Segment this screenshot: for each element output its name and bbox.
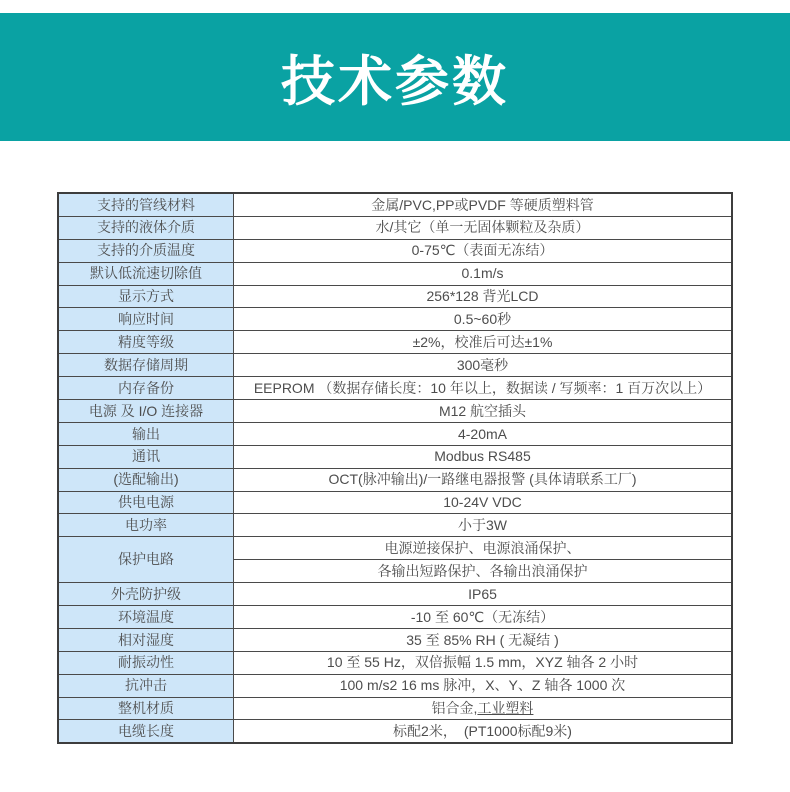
spec-value: Modbus RS485: [234, 445, 733, 468]
spec-label: 电源 及 I/O 连接器: [58, 400, 234, 423]
spec-table: [57, 192, 733, 744]
spec-value: 10 至 55 Hz，双倍振幅 1.5 mm，XYZ 轴各 2 小时: [234, 651, 733, 674]
header-banner: [0, 13, 790, 141]
table-row: [58, 468, 732, 491]
spec-value: 各输出短路保护、各输出浪涌保护: [234, 560, 733, 583]
spec-value: 金属/PVC,PP或PVDF 等硬质塑料管: [234, 193, 733, 216]
table-row: [58, 239, 732, 262]
spec-value: 256*128 背光LCD: [234, 285, 733, 308]
spec-label: 支持的管线材料: [58, 193, 234, 216]
table-row: [58, 651, 732, 674]
table-row: [58, 400, 732, 423]
spec-label: 输出: [58, 422, 234, 445]
spec-value: EEPROM （数据存储长度：10 年以上，数据读 / 写频率：1 百万次以上）: [234, 377, 733, 400]
spec-label: 支持的介质温度: [58, 239, 234, 262]
spec-label: 内存备份: [58, 377, 234, 400]
underlined-text: 工业塑料: [477, 700, 534, 717]
spec-label: 数据存储周期: [58, 354, 234, 377]
table-row: [58, 606, 732, 629]
spec-value: M12 航空插头: [234, 400, 733, 423]
table-row: [58, 445, 732, 468]
spec-label: 支持的液体介质: [58, 216, 234, 239]
spec-label: 供电电源: [58, 491, 234, 514]
table-row: [58, 285, 732, 308]
table-row: [58, 422, 732, 445]
spec-label: 环境温度: [58, 606, 234, 629]
table-row: [58, 308, 732, 331]
spec-value: -10 至 60℃（无冻结）: [234, 606, 733, 629]
spec-value: 标配2米， (PT1000标配9米): [234, 720, 733, 743]
spec-value: 水/其它（单一无固体颗粒及杂质）: [234, 216, 733, 239]
table-row: [58, 193, 732, 216]
spec-label: 外壳防护级: [58, 583, 234, 606]
spec-value: 0.1m/s: [234, 262, 733, 285]
spec-label: 保护电路: [58, 537, 234, 583]
spec-value: OCT(脉冲输出)/一路继电器报警 (具体请联系工厂): [234, 468, 733, 491]
spec-label: 默认低流速切除值: [58, 262, 234, 285]
page-title: 技术参数: [281, 51, 509, 112]
table-row: [58, 377, 732, 400]
spec-value: 小于3W: [234, 514, 733, 537]
table-row: [58, 537, 732, 560]
spec-label: 相对湿度: [58, 628, 234, 651]
spec-label: 电缆长度: [58, 720, 234, 743]
spec-label: 通讯: [58, 445, 234, 468]
spec-value: 电源逆接保护、电源浪涌保护、: [234, 537, 733, 560]
spec-value: 300毫秒: [234, 354, 733, 377]
spec-table-container: [57, 192, 733, 744]
table-row: [58, 628, 732, 651]
table-row: [58, 697, 732, 720]
spec-value: 10-24V VDC: [234, 491, 733, 514]
table-row: [58, 216, 732, 239]
spec-value: 0.5~60秒: [234, 308, 733, 331]
spec-label: 整机材质: [58, 697, 234, 720]
table-row: [58, 491, 732, 514]
spec-value: 铝合金,工业塑料: [234, 697, 733, 720]
spec-label: 显示方式: [58, 285, 234, 308]
table-row: [58, 354, 732, 377]
table-row: [58, 331, 732, 354]
table-row: [58, 720, 732, 743]
table-row: [58, 583, 732, 606]
spec-label: 电功率: [58, 514, 234, 537]
spec-label: 响应时间: [58, 308, 234, 331]
spec-value: ±2%，校准后可达±1%: [234, 331, 733, 354]
spec-label: 耐振动性: [58, 651, 234, 674]
spec-label: (选配输出): [58, 468, 234, 491]
spec-value: IP65: [234, 583, 733, 606]
table-row: [58, 262, 732, 285]
table-row: [58, 674, 732, 697]
spec-label: 精度等级: [58, 331, 234, 354]
spec-value: 100 m/s2 16 ms 脉冲，X、Y、Z 轴各 1000 次: [234, 674, 733, 697]
spec-label: 抗冲击: [58, 674, 234, 697]
spec-value: 4-20mA: [234, 422, 733, 445]
spec-value: 35 至 85% RH ( 无凝结 ): [234, 628, 733, 651]
spec-value: 0-75℃（表面无冻结）: [234, 239, 733, 262]
table-row: [58, 514, 732, 537]
